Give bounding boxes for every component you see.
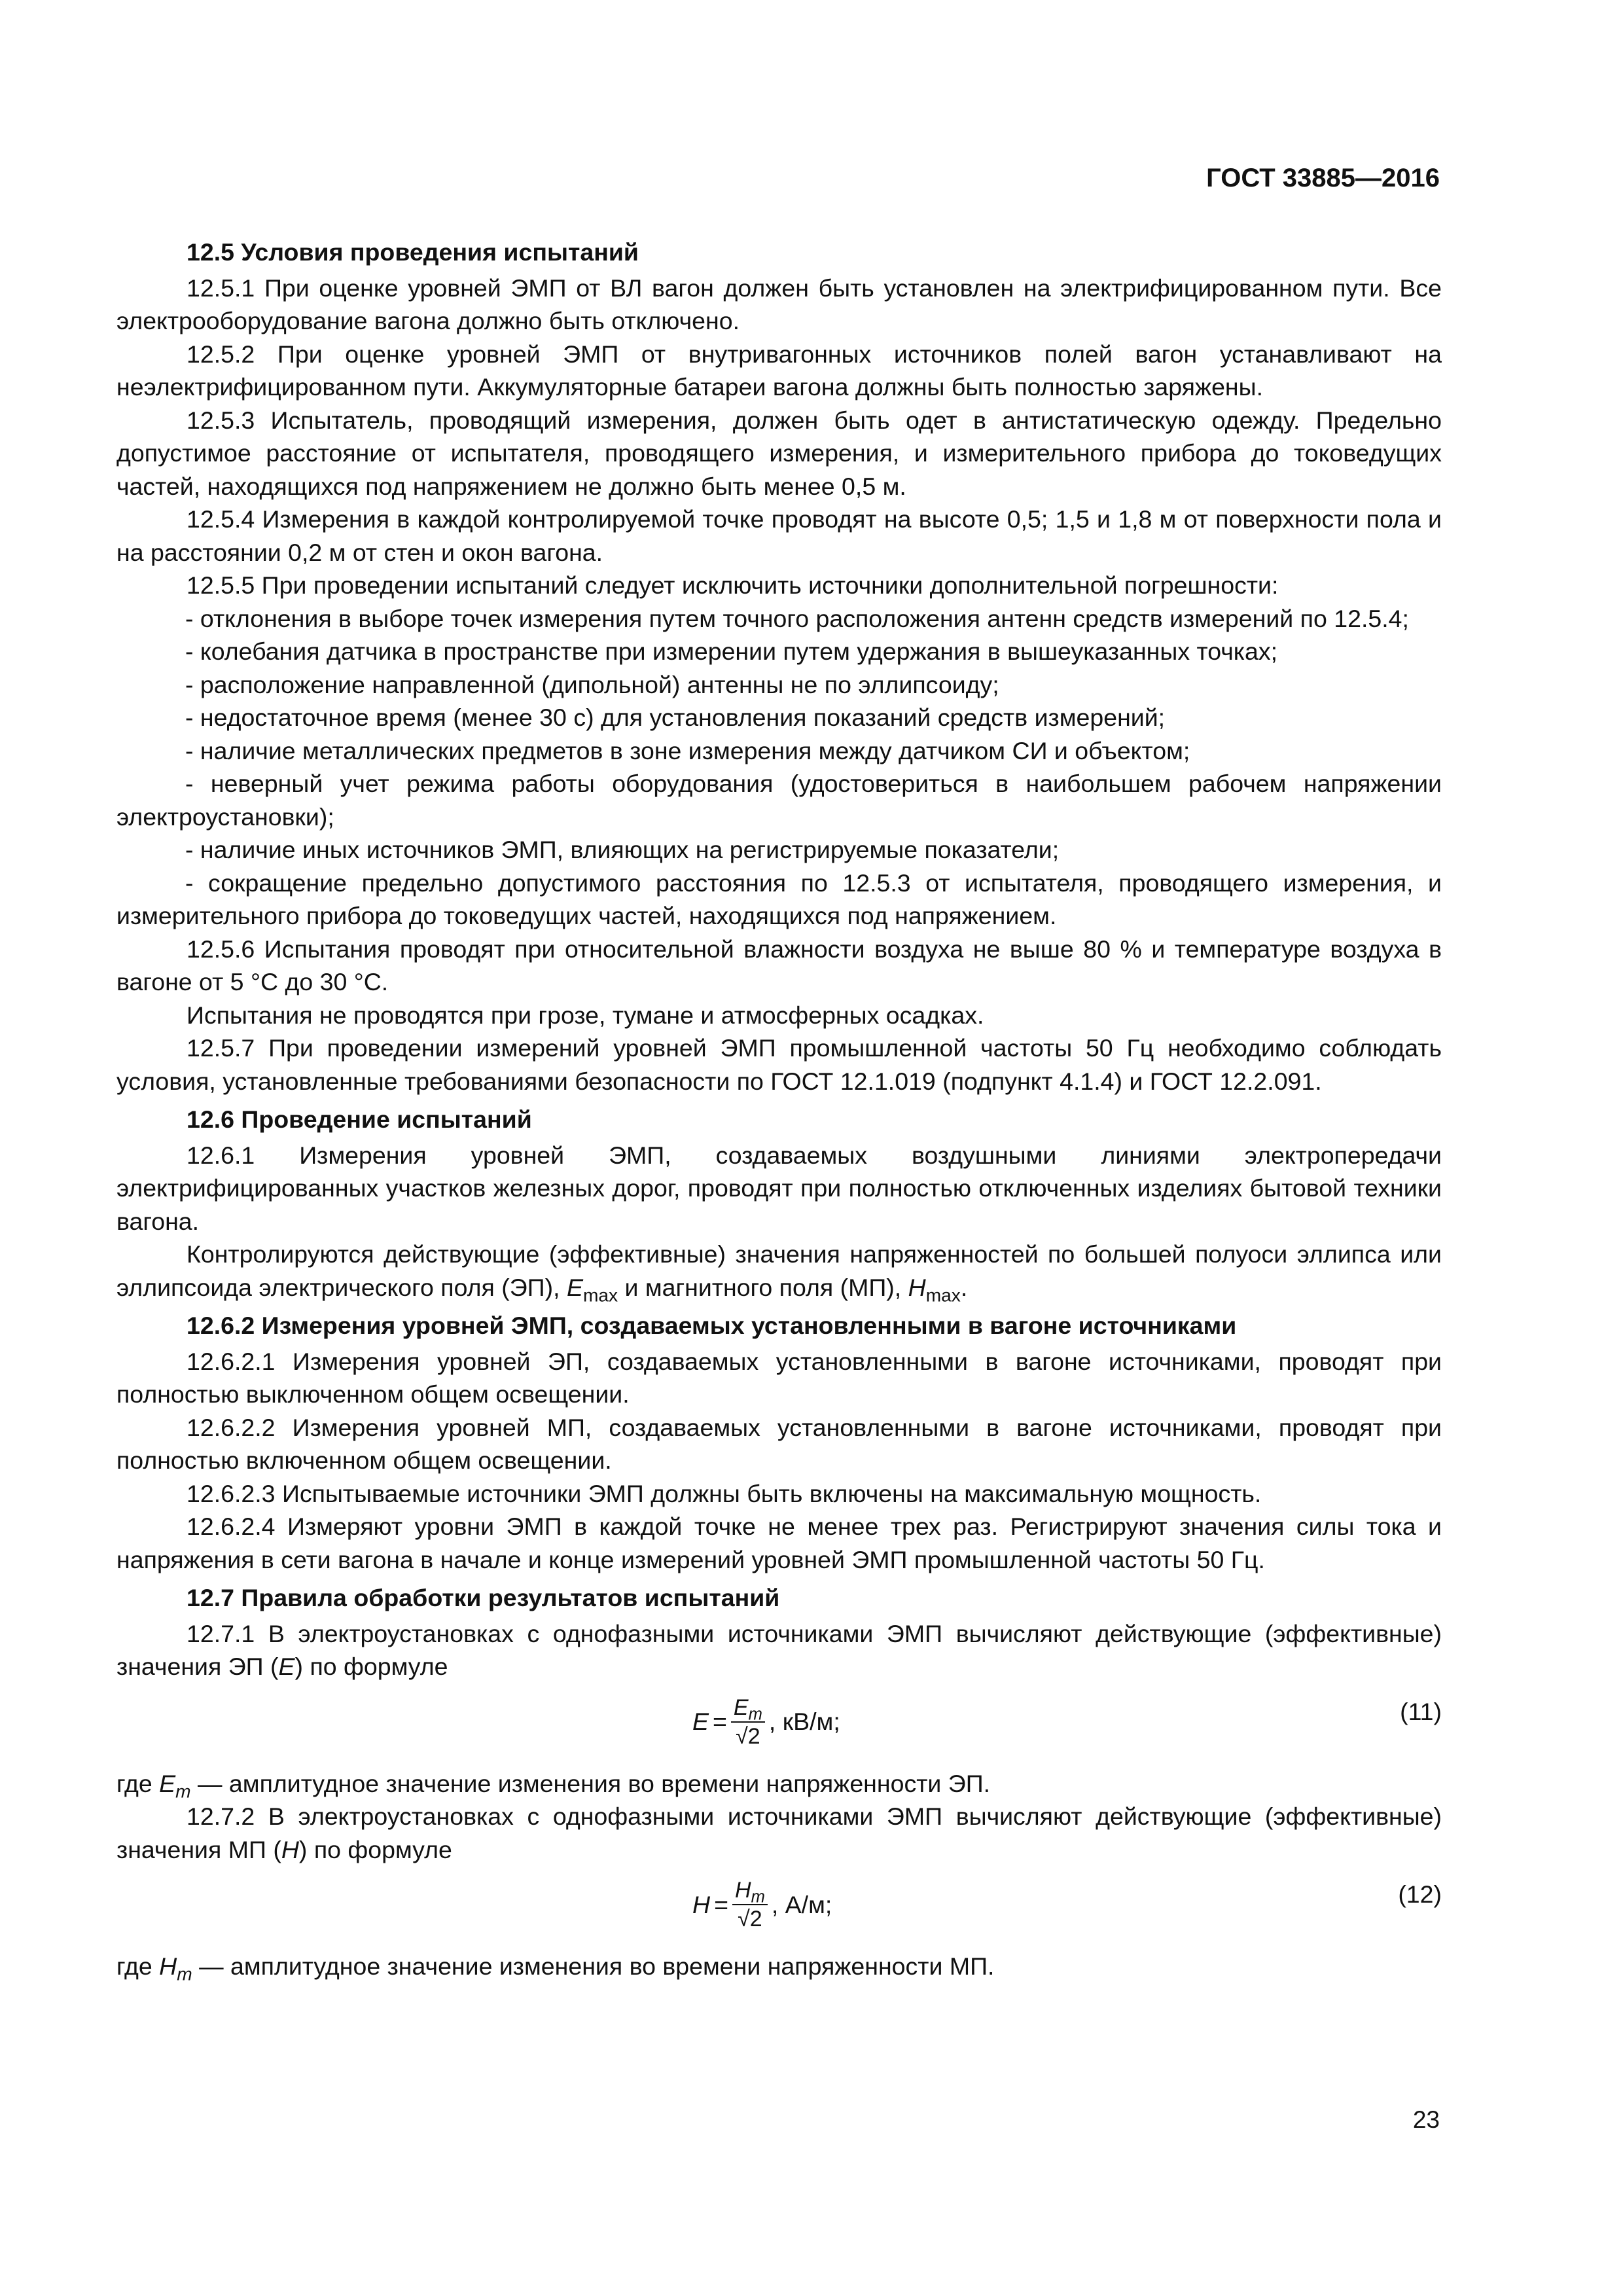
list-item: - расположение направленной (дипольной) антенны не по эллипсоиду; (185, 670, 999, 698)
subsection-heading-12-6-2: 12.6.2 Измерения уровней ЭМП, создаваемых установленными в вагоне источниками (187, 1312, 1237, 1339)
document-header: ГОСТ 33885—2016 (1206, 164, 1440, 192)
fraction: $\frac{H_m}{√2}$ (732, 1876, 768, 1933)
paragraph-12-6-2-3: 12.6.2.3 Испытываемые источники ЭМП должны быть включены на максимальную мощность. (187, 1479, 1262, 1507)
section-heading-12-5: 12.5 Условия проведения испытаний (187, 238, 639, 266)
formula-11-explanation: где $E_m$ — амплитудное значение изменения во времени напряженности ЭП. (116, 1769, 991, 1801)
list-item: - отклонения в выборе точек измерения путем точного расположения антенн средств измерений по 12.5.4; (185, 604, 1409, 632)
formula-12-explanation: где $H_m$ — амплитудное значение изменения во времени напряженности МП. (116, 1952, 995, 1984)
formula-number: (11) (1400, 1697, 1442, 1725)
fraction: $\frac{E_m}{√2}$ (731, 1694, 765, 1750)
list-item: - сокращение предельно допустимого расстояния по 12.5.3 от испытателя, проводящего измерения, и измерительного прибора до токоведущих частей, находящихся под напряжением. (116, 869, 1442, 929)
formula-11-expression: E = $\frac{E_m}{√2}$ , кВ/м; (692, 1695, 840, 1749)
formula-12 (116, 1869, 1442, 1946)
paragraph-12-5-4: 12.5.4 Измерения в каждой контролируемой точке проводят на высоте 0,5; 1,5 и 1,8 м от поверхности пола и на расстоянии 0,2 м от стен и окон вагона. (116, 505, 1442, 566)
paragraph-12-5-6: 12.5.6 Испытания проводят при относительной влажности воздуха не выше 80 % и температуре воздуха в вагоне от 5 °С до 30 °С. (116, 935, 1442, 996)
paragraph-12-5-3: 12.5.3 Испытатель, проводящий измерения, должен быть одет в антистатическую одежду. Предельно допустимое расстояние от испытателя, проводящего измерения, и измерительного прибора до токоведущих частей, находящихся под напряжением не должно быть менее 0,5 м. (116, 406, 1442, 500)
page-number: 23 (1412, 2106, 1440, 2133)
formula-11 (116, 1686, 1442, 1763)
paragraph-12-6-2-4: 12.6.2.4 Измеряют уровни ЭМП в каждой точке не менее трех раз. Регистрируют значения силы тока и напряжения в сети вагона в начале и конце измерений уровней ЭМП промышленной частоты 50 Гц. (116, 1513, 1442, 1573)
paragraph-12-5-2: 12.5.2 При оценке уровней ЭМП от внутривагонных источников полей вагон устанавливают на неэлектрифицированном пути. Аккумуляторные батареи вагона должны быть полностью заряжены. (116, 340, 1442, 401)
section-heading-12-6: 12.6 Проведение испытаний (187, 1105, 532, 1133)
list-item: - недостаточное время (менее 30 с) для установления показаний средств измерений; (185, 704, 1166, 731)
list-item: - колебания датчика в пространстве при измерении путем удержания в вышеуказанных точках; (185, 637, 1278, 665)
paragraph-12-5-1: 12.5.1 При оценке уровней ЭМП от ВЛ вагон должен быть установлен на электрифицированном пути. Все электрооборудование вагона должно быть отключено. (116, 274, 1442, 334)
list-item: - наличие иных источников ЭМП, влияющих на регистрируемые показатели; (185, 836, 1060, 863)
formula-12-expression: H = $\frac{H_m}{√2}$ , А/м; (692, 1878, 832, 1931)
paragraph-controlled-values: Контролируются действующие (эффективные) значения напряженностей по большей полуоси эллипса или эллипсоида электрического поля (ЭП), $E_{max}$ и магнитного поля (МП), $H_{max}$. (116, 1240, 1442, 1305)
paragraph-12-5-7: 12.5.7 При проведении измерений уровней ЭМП промышленной частоты 50 Гц необходимо соблюдать условия, установленные требованиями безопасности по ГОСТ 12.1.019 (подпункт 4.1.4) и ГОСТ 12.2.091. (116, 1034, 1442, 1095)
paragraph-12-6-1: 12.6.1 Измерения уровней ЭМП, создаваемых воздушными линиями электропередачи электрифицированных участков железных дорог, проводят при полностью отключенных изделиях бытовой техники вагона. (116, 1141, 1442, 1235)
section-heading-12-7: 12.7 Правила обработки результатов испытаний (187, 1584, 780, 1611)
paragraph-12-6-2-1: 12.6.2.1 Измерения уровней ЭП, создаваемых установленными в вагоне источниками, проводят при полностью выключенном общем освещении. (116, 1347, 1442, 1408)
document-body (116, 230, 1442, 1983)
list-item: - наличие металлических предметов в зоне измерения между датчиком СИ и объектом; (185, 736, 1190, 764)
formula-number: (12) (1398, 1880, 1442, 1908)
paragraph-weather-note: Испытания не проводятся при грозе, тумане и атмосферных осадках. (187, 1001, 984, 1029)
paragraph-12-7-2: 12.7.2 В электроустановках с однофазными источниками ЭМП вычисляют действующие (эффективные) значения МП (H) по формуле (116, 1803, 1442, 1863)
paragraph-12-5-5: 12.5.5 При проведении испытаний следует исключить источники дополнительной погрешности: (187, 571, 1279, 599)
paragraph-12-6-2-2: 12.6.2.2 Измерения уровней МП, создаваемых установленными в вагоне источниками, проводят при полностью включенном общем освещении. (116, 1413, 1442, 1474)
list-item: - неверный учет режима работы оборудования (удостовериться в наибольшем рабочем напряжении электроустановки); (116, 770, 1442, 831)
paragraph-12-7-1: 12.7.1 В электроустановках с однофазными источниками ЭМП вычисляют действующие (эффективные) значения ЭП (E) по формуле (116, 1619, 1442, 1680)
